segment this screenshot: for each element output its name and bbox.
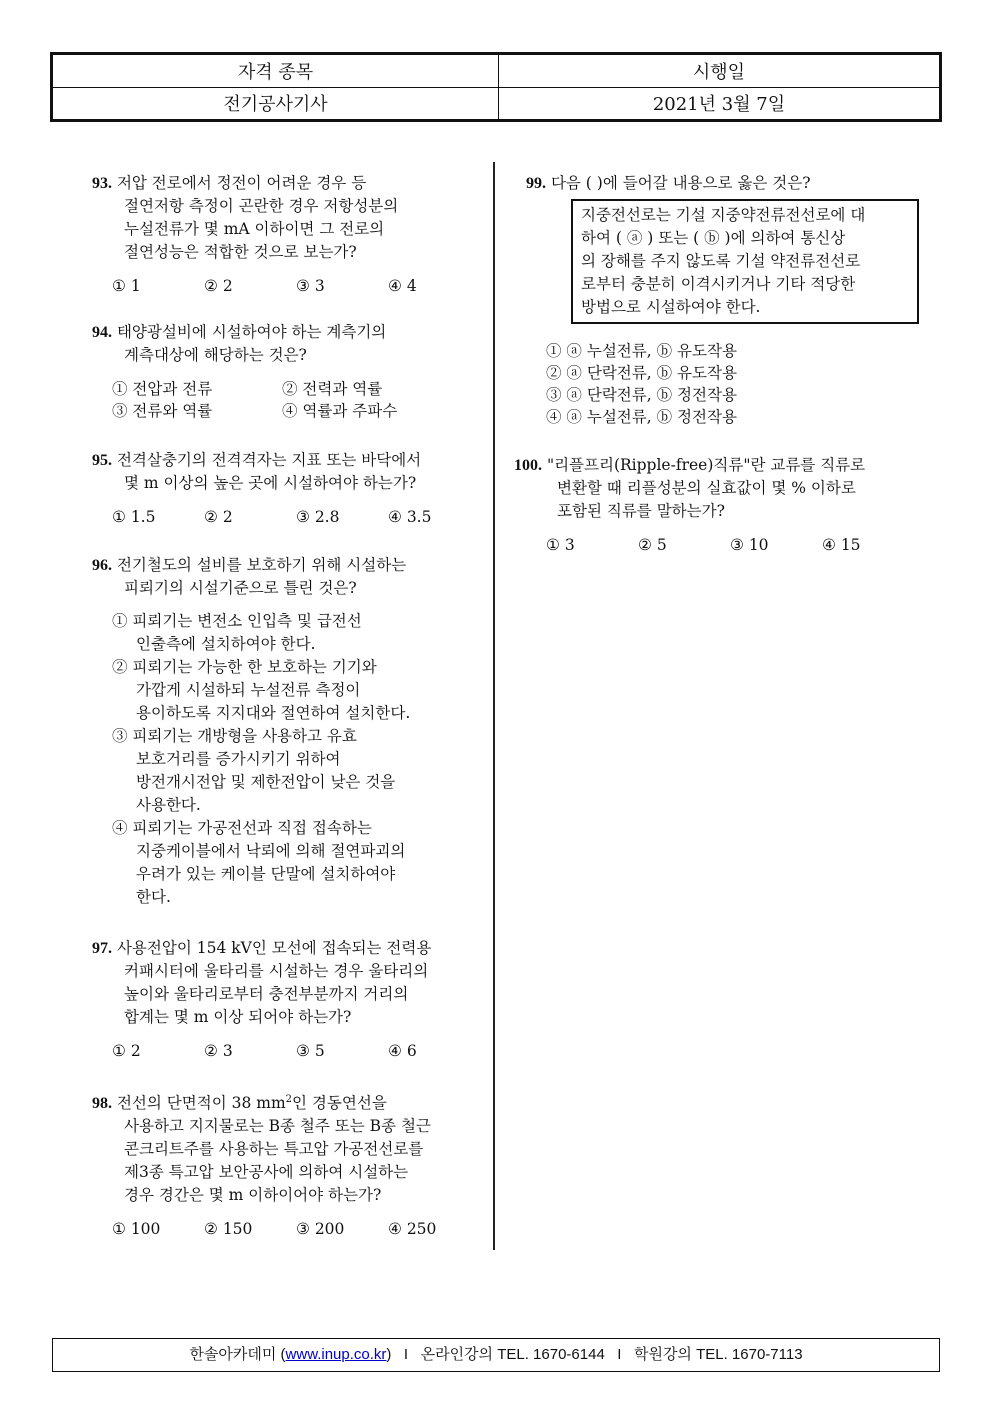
right-column bbox=[514, 170, 914, 556]
answer-option[interactable]: ① 1.5 bbox=[112, 508, 156, 526]
answer-option[interactable]: ③ 10 bbox=[730, 536, 769, 554]
question-text: 전기철도의 설비를 보호하기 위해 시설하는 bbox=[116, 556, 407, 574]
question-text: 전선의 단면적이 38 mm bbox=[116, 1094, 286, 1113]
answer-options bbox=[112, 1218, 472, 1240]
answer-options bbox=[112, 1040, 472, 1062]
qualification-label: 자격 종목 bbox=[53, 55, 499, 88]
left-column bbox=[92, 170, 472, 1240]
question-number: 95. bbox=[92, 452, 112, 469]
answer-option[interactable]: ③ 전류와 역률 bbox=[112, 402, 213, 420]
answer-option[interactable]: ③ 5 bbox=[296, 1042, 325, 1060]
answer-options bbox=[112, 378, 472, 422]
answer-option[interactable]: ④ ⓐ 누설전류, ⓑ 정전작용 bbox=[546, 408, 737, 426]
footer-website-link[interactable]: www.inup.co.kr bbox=[285, 1346, 387, 1363]
answer-option[interactable]: ② 3 bbox=[204, 1042, 233, 1060]
answer-option[interactable]: ③ 3 bbox=[296, 277, 325, 295]
exam-header bbox=[50, 52, 942, 122]
question-text: 태양광설비에 시설하여야 하는 계측기의 bbox=[116, 323, 387, 341]
question-number: 94. bbox=[92, 324, 112, 341]
footer-academy: 한솔아카데미 ( bbox=[189, 1346, 286, 1363]
exam-date-label: 시행일 bbox=[499, 55, 940, 88]
question-text: 누설전류가 몇 mA 이하이면 그 전로의 bbox=[124, 220, 385, 238]
answer-options bbox=[546, 534, 914, 556]
answer-options bbox=[112, 610, 472, 909]
question-text: 몇 m 이상의 높은 곳에 시설하여야 하는가? bbox=[124, 474, 417, 492]
qualification-value: 전기공사기사 bbox=[53, 87, 499, 120]
passage-line: 지중전선로는 기설 지중약전류전선로에 대 bbox=[581, 206, 866, 224]
answer-option[interactable]: ③ ⓐ 단락전류, ⓑ 정전작용 bbox=[546, 386, 737, 404]
question-93 bbox=[92, 172, 472, 297]
answer-option[interactable]: ② 피뢰기는 가능한 한 보호하는 기기와 가깝게 시설하되 누설전류 측정이 용이하도록 지지대와 절연하여 설치한다. bbox=[112, 658, 411, 722]
question-96 bbox=[92, 554, 472, 909]
column-divider bbox=[493, 162, 495, 1250]
question-text: 변환할 때 리플성분의 실효값이 몇 % 이하로 bbox=[557, 479, 856, 497]
answer-option[interactable]: ④ 4 bbox=[388, 277, 417, 295]
question-text: 절연성능은 적합한 것으로 보는가? bbox=[124, 243, 357, 261]
question-text: 절연저항 측정이 곤란한 경우 저항성분의 bbox=[124, 197, 399, 215]
question-text: 높이와 울타리로부터 충전부분까지 거리의 bbox=[124, 985, 409, 1003]
question-text: 피뢰기의 시설기준으로 틀린 것은? bbox=[124, 579, 357, 597]
answer-option[interactable]: ④ 250 bbox=[388, 1220, 437, 1239]
answer-option[interactable]: ② 2 bbox=[204, 508, 233, 526]
answer-option[interactable]: ① 전압과 전류 bbox=[112, 380, 213, 398]
passage-line: 하여 ( ⓐ ) 또는 ( ⓑ )에 의하여 통신상 bbox=[581, 229, 846, 247]
question-text: 계측대상에 해당하는 것은? bbox=[124, 346, 307, 364]
answer-option[interactable]: ④ 6 bbox=[388, 1042, 417, 1060]
answer-option[interactable]: ④ 3.5 bbox=[388, 508, 432, 526]
exam-date-value: 2021년 3월 7일 bbox=[499, 87, 940, 120]
passage-line: 로부터 충분히 이격시키거나 기타 적당한 bbox=[581, 275, 856, 293]
answer-option[interactable]: ④ 15 bbox=[822, 536, 861, 554]
question-number: 93. bbox=[92, 175, 112, 192]
answer-option[interactable]: ② 2 bbox=[204, 277, 233, 295]
answer-options bbox=[112, 506, 472, 528]
answer-option[interactable]: ① 3 bbox=[546, 536, 575, 554]
answer-options bbox=[546, 340, 914, 428]
superscript: 2 bbox=[285, 1094, 293, 1105]
answer-option[interactable]: ① 1 bbox=[112, 277, 141, 295]
answer-option[interactable]: ② 150 bbox=[204, 1220, 253, 1239]
question-number: 96. bbox=[92, 557, 112, 574]
question-text: "리플프리(Ripple-free)직류"란 교류를 직류로 bbox=[546, 456, 866, 474]
answer-options bbox=[112, 275, 472, 297]
answer-option[interactable]: ① 100 bbox=[112, 1220, 161, 1239]
question-text: 제3종 특고압 보안공사에 의하여 시설하는 bbox=[124, 1163, 409, 1182]
passage-line: 의 장해를 주지 않도록 기설 약전류전선로 bbox=[581, 252, 861, 270]
answer-option[interactable]: ③ 피뢰기는 개방형을 사용하고 유효 보호거리를 증가시키기 위하여 방전개시전압 및 제한전압이 낮은 것을 사용한다. bbox=[112, 727, 396, 814]
question-98 bbox=[92, 1088, 472, 1240]
answer-option[interactable]: ① 2 bbox=[112, 1042, 141, 1060]
question-text: 커패시터에 울타리를 시설하는 경우 울타리의 bbox=[124, 962, 429, 980]
answer-option[interactable]: ② 전력과 역률 bbox=[282, 380, 383, 398]
answer-option[interactable]: ② ⓐ 단락전류, ⓑ 유도작용 bbox=[546, 364, 737, 382]
question-number: 99. bbox=[526, 175, 546, 192]
passage-line: 방법으로 시설하여야 한다. bbox=[581, 298, 761, 316]
answer-option[interactable]: ③ 200 bbox=[296, 1220, 345, 1239]
question-passage-box bbox=[571, 199, 919, 324]
answer-option[interactable]: ① ⓐ 누설전류, ⓑ 유도작용 bbox=[546, 342, 737, 360]
question-97 bbox=[92, 937, 472, 1062]
answer-option[interactable]: ③ 2.8 bbox=[296, 508, 340, 526]
footer-bar bbox=[52, 1338, 940, 1372]
answer-option[interactable]: ④ 피뢰기는 가공전선과 직접 접속하는 지중케이블에서 낙뢰에 의해 절연파괴의 우려가 있는 케이블 단말에 설치하여야 한다. bbox=[112, 819, 406, 906]
question-99 bbox=[514, 172, 914, 428]
exam-header-table bbox=[52, 54, 940, 120]
question-text: 콘크리트주를 사용하는 특고압 가공전선로를 bbox=[124, 1140, 424, 1159]
question-text: 전격살충기의 전격격자는 지표 또는 바닥에서 bbox=[116, 451, 422, 469]
question-text: 인 경동연선을 bbox=[292, 1094, 387, 1113]
question-text: 합계는 몇 m 이상 되어야 하는가? bbox=[124, 1008, 352, 1026]
question-text: 저압 전로에서 정전이 어려운 경우 등 bbox=[116, 174, 367, 192]
answer-option[interactable]: ④ 역률과 주파수 bbox=[282, 402, 398, 420]
question-number: 100. bbox=[514, 457, 542, 474]
question-text: 사용전압이 154 kV인 모선에 접속되는 전력용 bbox=[116, 939, 432, 957]
question-number: 98. bbox=[92, 1095, 112, 1113]
question-94 bbox=[92, 321, 472, 422]
footer-contact: ) I 온라인강의 TEL. 1670-6144 I 학원강의 TEL. 1670-7113 bbox=[386, 1346, 803, 1363]
question-95 bbox=[92, 449, 472, 528]
question-number: 97. bbox=[92, 940, 112, 957]
answer-option[interactable]: ① 피뢰기는 변전소 인입측 및 급전선 인출측에 설치하여야 한다. bbox=[112, 612, 362, 653]
question-text: 포함된 직류를 말하는가? bbox=[557, 502, 725, 520]
question-text: 사용하고 지지물로는 B종 철주 또는 B종 철근 bbox=[124, 1117, 431, 1136]
answer-option[interactable]: ② 5 bbox=[638, 536, 667, 554]
question-100 bbox=[514, 454, 914, 556]
question-text: 다음 ( )에 들어갈 내용으로 옳은 것은? bbox=[550, 174, 811, 192]
question-text: 경우 경간은 몇 m 이하이어야 하는가? bbox=[124, 1186, 382, 1205]
